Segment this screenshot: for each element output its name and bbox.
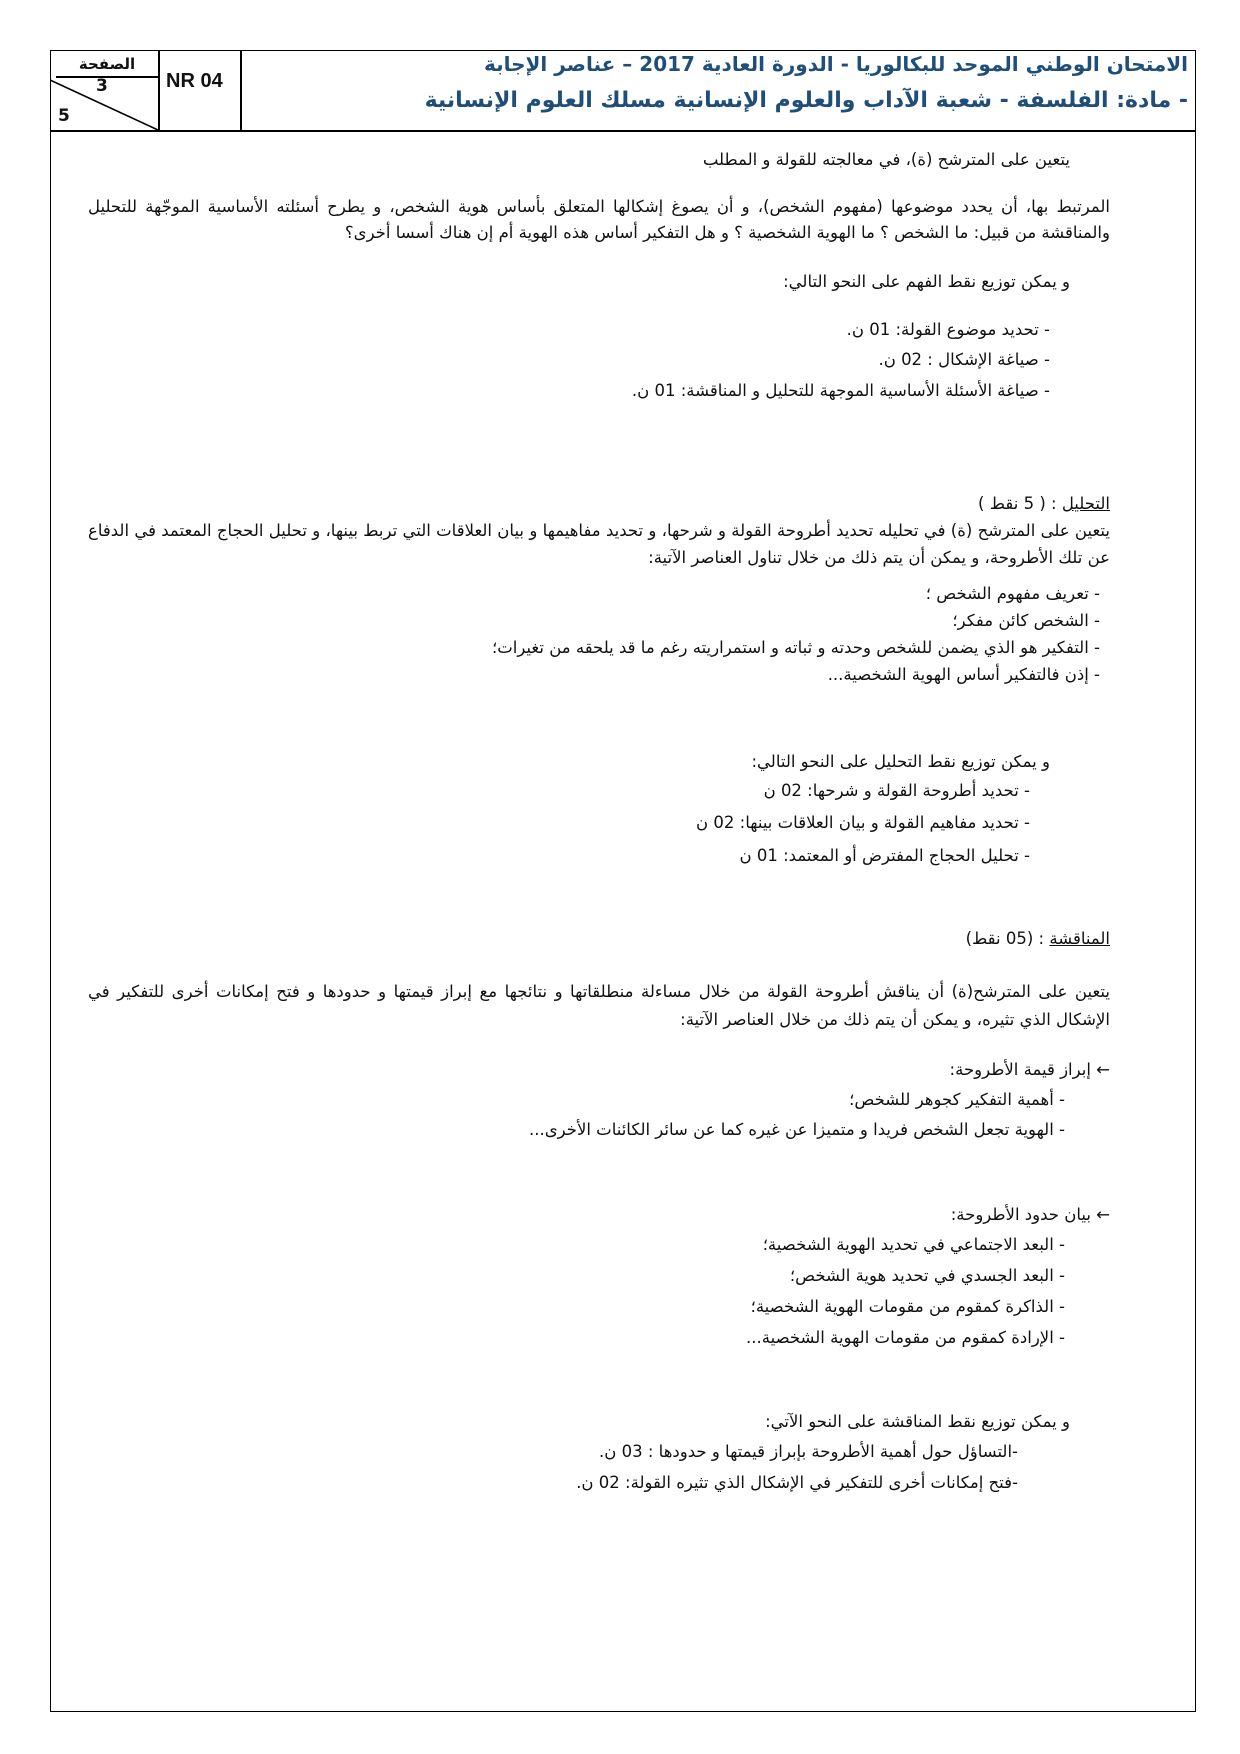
limits-item: - الإرادة كمقوم من مقومات الهوية الشخصية... [746,1328,1065,1347]
value-item: - الهوية تجعل الشخص فريدا و متميزا عن غيره كما عن سائر الكائنات الأخرى... [528,1120,1065,1139]
analysis-element: - التفكير هو الذي يضمن للشخص وحدته و ثباته و استمراريته رغم ما قد يلحقه من تغيرات؛ [491,638,1100,657]
discussion-item: -فتح إمكانات أخرى للتفكير في الإشكال الذي تثيره القولة: 02 ن. [576,1473,1018,1492]
analysis-heading: التحليل [1061,494,1110,513]
limits-heading: ← بيان حدود الأطروحة: [950,1205,1110,1224]
analysis-item: - تحديد أطروحة القولة و شرحها: 02 ن [763,781,1030,800]
limits-item: - البعد الاجتماعي في تحديد الهوية الشخصية؛ [762,1235,1065,1254]
value-heading: ← إبراز قيمة الأطروحة: [949,1060,1110,1079]
analysis-element: - إذن فالتفكير أساس الهوية الشخصية... [827,665,1100,684]
understanding-item: - صياغة الإشكال : 02 ن. [878,350,1050,369]
analysis-distribution-intro: و يمكن توزيع نقط التحليل على النحو التالي: [751,752,1050,771]
understanding-paragraph: المرتبط بها، أن يحدد موضوعها (مفهوم الشخص)، و أن يصوغ إشكالها المتعلق بأساس هوية الشخص، و يطرح أسئلته الأساسية الموجّهة للتحليل والمناقشة من قبيل: ما الشخص ؟ ما الهوية الشخصية ؟ و هل التفكير أساس هذه الهوية أم إن هناك أسسا أخرى؟ [88,197,1110,242]
analysis-element: - الشخص كائن مفكر؛ [952,611,1100,630]
page-label: الصفحة [56,54,158,78]
discussion-heading: المناقشة [1049,929,1110,948]
analysis-points: : ( 5 نقط ) [978,494,1062,513]
value-item: - أهمية التفكير كجوهر للشخص؛ [849,1090,1065,1109]
limits-item: - البعد الجسدي في تحديد هوية الشخص؛ [789,1266,1065,1285]
discussion-points: : (05 نقط) [965,929,1050,948]
discussion-heading-line [966,925,1110,952]
exam-code-box [160,50,242,132]
analysis-item: - تحديد مفاهيم القولة و بيان العلاقات بينها: 02 ن [696,813,1030,832]
understanding-item: - صياغة الأسئلة الأساسية الموجهة للتحليل و المناقشة: 01 ن. [631,381,1050,400]
exam-subtitle: - مادة: الفلسفة - شعبة الآداب والعلوم الإنسانية مسلك العلوم الإنسانية [424,88,1188,113]
page-current: 3 [96,76,108,96]
analysis-element: - تعريف مفهوم الشخص ؛ [925,584,1100,603]
discussion-distribution-intro: و يمكن توزيع نقط المناقشة على النحو الآتي: [765,1412,1070,1431]
understanding-item: - تحديد موضوع القولة: 01 ن. [846,320,1050,339]
analysis-paragraph: يتعين على المترشح (ة) في تحليله تحديد أطروحة القولة و شرحها، و تحديد مفاهيمها و بيان العلاقات التي تربط بينها، و تحليل الحجاج المعتمد في الدفاع عن تلك الأطروحة، و يمكن أن يتم ذلك من خلال تناول العناصر الآتية: [88,521,1110,567]
analysis-heading-line [978,490,1110,517]
exam-title: الامتحان الوطني الموحد للبكالوريا - الدورة العادية 2017 – عناصر الإجابة [483,52,1188,76]
limits-item: - الذاكرة كمقوم من مقومات الهوية الشخصية؛ [750,1297,1065,1316]
discussion-paragraph: يتعين على المترشح(ة) أن يناقش أطروحة القولة من خلال مساءلة منطلقاتها و نتائجها مع إبراز قيمتها و حدودها و فتح إمكانات أخرى للتفكير في الإشكال الذي تثيره، و يمكن أن يتم ذلك من خلال العناصر الآتية: [88,982,1110,1029]
page-total: 5 [58,106,70,126]
discussion-item: -التساؤل حول أهمية الأطروحة بإبراز قيمتها و حدودها : 03 ن. [599,1442,1018,1461]
exam-code: NR 04 [166,70,223,92]
analysis-item: - تحليل الحجاج المفترض أو المعتمد: 01 ن [739,846,1030,865]
page-number-box [50,50,160,132]
understanding-distribution-intro: و يمكن توزيع نقط الفهم على النحو التالي: [783,272,1070,291]
understanding-intro: يتعين على المترشح (ة)، في معالجته للقولة و المطلب [702,150,1070,169]
